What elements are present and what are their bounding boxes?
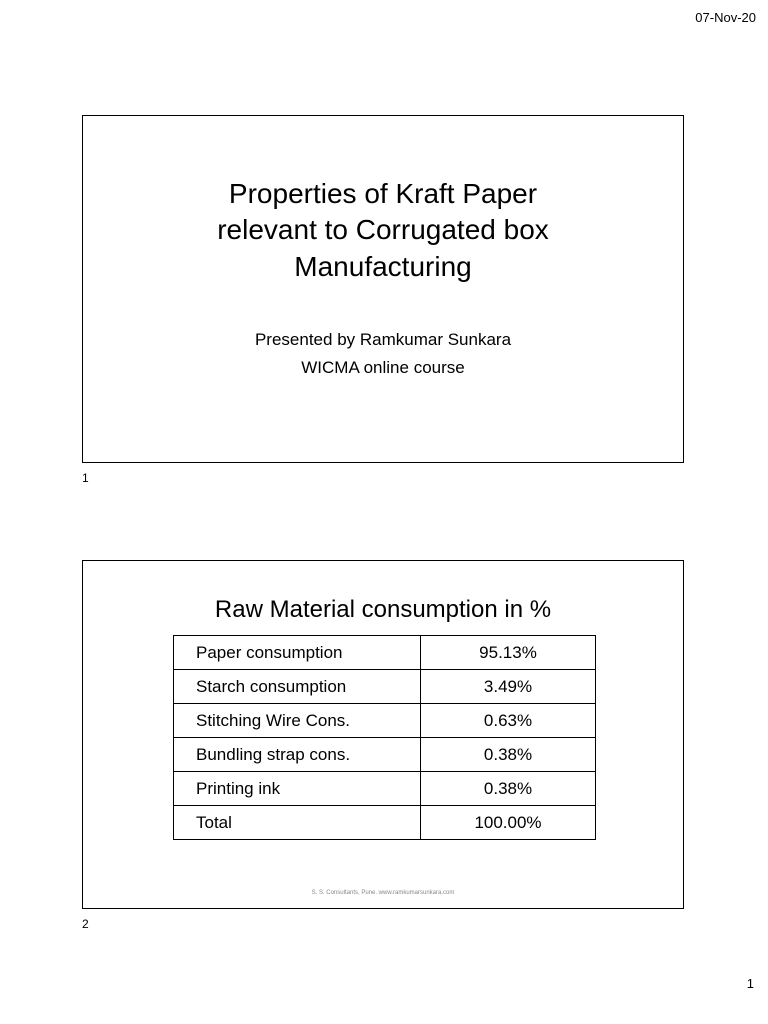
table-cell-item: Bundling strap cons.: [174, 738, 421, 772]
table-cell-item: Starch consumption: [174, 670, 421, 704]
title-line: relevant to Corrugated box: [217, 214, 549, 246]
table-cell-value: 95.13%: [421, 636, 596, 670]
table-row-total: [174, 806, 596, 840]
table-row: [174, 772, 596, 806]
course-line: WICMA online course: [301, 358, 465, 378]
slide-number: 2: [82, 917, 89, 931]
table-cell-value: 3.49%: [421, 670, 596, 704]
page-date: 07-Nov-20: [695, 10, 756, 25]
table-row: [174, 704, 596, 738]
table-cell-item: Printing ink: [174, 772, 421, 806]
title-line: Manufacturing: [294, 250, 472, 282]
table-cell-item: Stitching Wire Cons.: [174, 704, 421, 738]
slide-number: 1: [82, 471, 89, 485]
slide-title: [83, 176, 683, 285]
consumption-table: [173, 635, 596, 840]
table-cell-value: 100.00%: [421, 806, 596, 840]
title-line: Properties of Kraft Paper: [228, 178, 538, 209]
table-row: [174, 636, 596, 670]
table-cell-item: Total: [174, 806, 421, 840]
presenter-line: Presented by Ramkumar Sunkara: [254, 330, 512, 349]
slide-title: Raw Material consumption in %: [214, 596, 552, 623]
table-cell-value: 0.38%: [421, 772, 596, 806]
slide-footer: S. S. Consultants, Pune. www.ramkumarsunkara.com: [311, 890, 455, 896]
page-number: 1: [746, 976, 754, 991]
slide-2: [82, 560, 684, 909]
table-row: [174, 670, 596, 704]
slide-1: [82, 115, 684, 463]
slide-subtitle: [83, 326, 683, 382]
table-cell-item: Paper consumption: [174, 636, 421, 670]
table-cell-value: 0.38%: [421, 738, 596, 772]
table-row: [174, 738, 596, 772]
table-cell-value: 0.63%: [421, 704, 596, 738]
